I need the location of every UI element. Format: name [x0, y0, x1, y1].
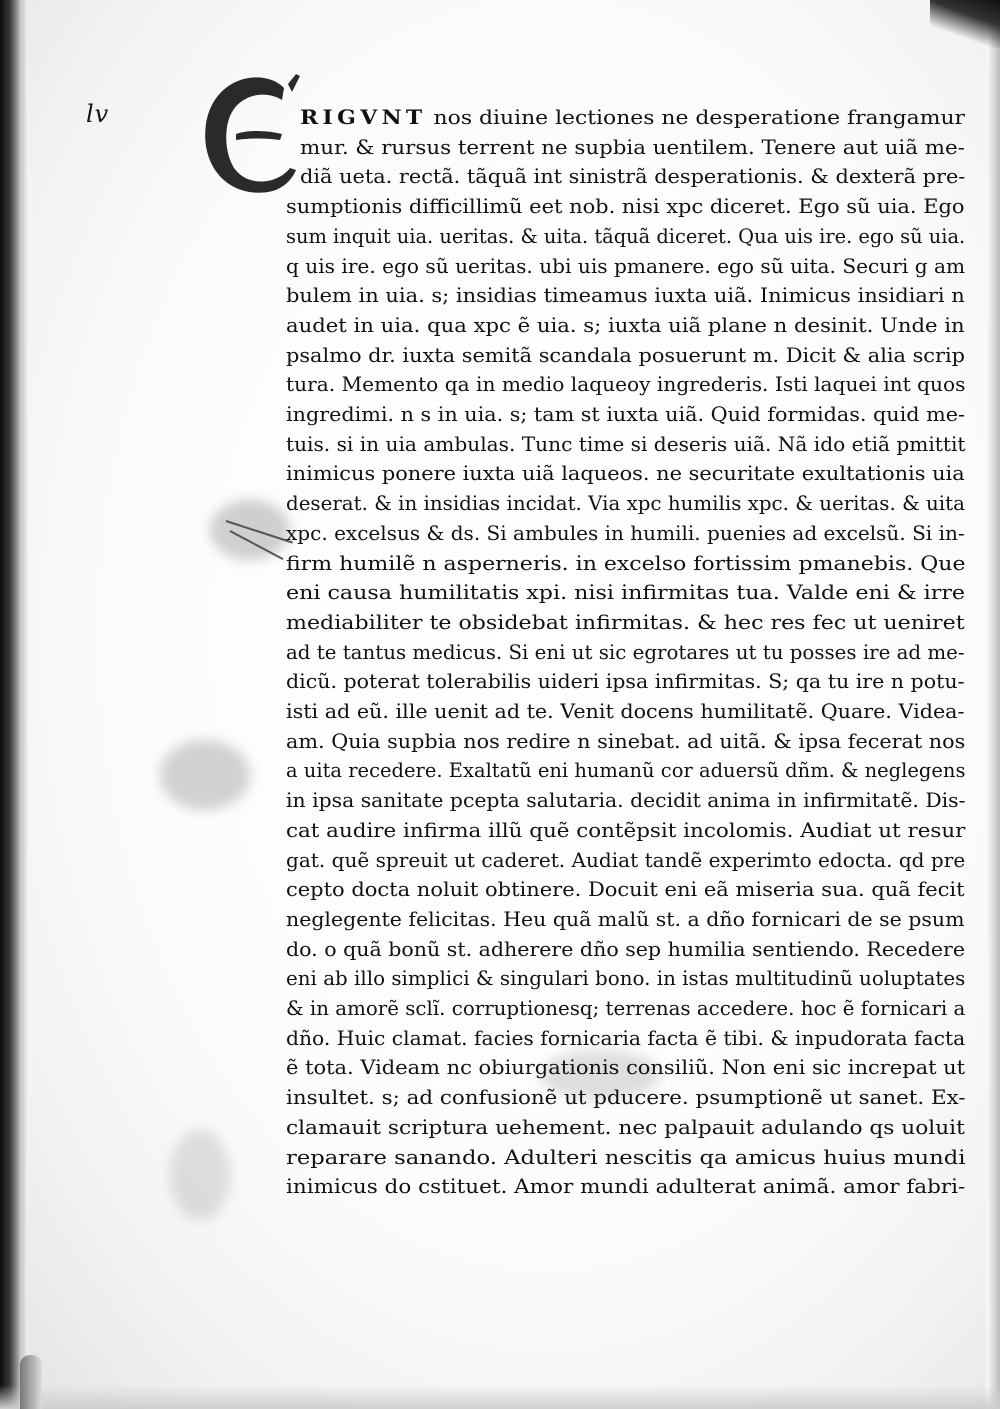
text-line [286, 696, 964, 726]
text-line [286, 1112, 965, 1142]
text-line [286, 280, 965, 310]
incipit-word: RIGVNT [300, 105, 427, 129]
text-line [286, 191, 965, 221]
text-line [286, 904, 965, 934]
line-text: q uis ire. ego sũ ueritas. ubi uis pmanere. ego sũ uita. Securi g am [286, 253, 966, 278]
text-line [286, 1171, 965, 1201]
text-line [286, 666, 965, 696]
page-edge [22, 0, 28, 1409]
text-line [286, 815, 965, 845]
text-line [286, 607, 965, 637]
text-line [286, 1142, 966, 1172]
line-text: tuis. si in uia ambulas. Tunc time si deseris uiã. Nã ido etiã pmittit [286, 431, 966, 456]
text-line [286, 726, 965, 756]
line-text: insultet. s; ad confusionẽ ut pducere. psumptionẽ ut sanet. Ex- [286, 1085, 966, 1110]
page-tab [20, 1355, 42, 1409]
text-line [286, 518, 965, 548]
line-text: psalmo dr. iuxta semitã scandala posuerunt m. Dicit & alia scrip [286, 342, 965, 367]
line-text: inimicus ponere iuxta uiã laqueos. ne securitate exultationis uia [286, 461, 965, 486]
ink-stain [170, 1130, 230, 1220]
line-text: cat audire infirma illũ quẽ contẽpsit incolomis. Audiat ut resur [286, 817, 966, 842]
binding-shadow [0, 0, 22, 1409]
line-text: clamauit scriptura uehement. nec palpauit adulando qs uoluit [286, 1114, 965, 1139]
line-text: firm humilẽ n asperneris. in excelso fortissim pmanebis. Que [286, 550, 966, 575]
text-line [286, 399, 965, 429]
text-line [286, 874, 965, 904]
line-text: in ipsa sanitate pcepta salutaria. decidit anima in infirmitatẽ. Dis- [286, 788, 966, 813]
text-line [286, 785, 965, 815]
text-line [286, 993, 965, 1023]
decorated-initial-e [196, 70, 300, 202]
line-text: deserat. & in insidias incidat. Via xpc humilis xpc. & ueritas. & uita [286, 491, 965, 516]
text-line [286, 488, 965, 518]
line-text: audet in uia. qua xpc ẽ uia. s; iuxta uiã plane n desinit. Unde in [286, 312, 965, 337]
text-line [286, 310, 965, 340]
text-line [300, 161, 965, 191]
text-line [286, 429, 965, 459]
line-text: mur. & rursus terrent ne supbia uentilem. Tenere aut uiã me- [300, 134, 965, 159]
line-text: inimicus do cstituet. Amor mundi adulterat animã. amor fabri- [286, 1174, 966, 1199]
line-text: & in amorẽ sclĩ. corruptionesq; terrenas accedere. hoc ẽ fornicari a [286, 996, 966, 1020]
page-right-edge [986, 0, 1000, 1409]
line-text: isti ad eũ. ille uenit ad te. Venit docens humilitatẽ. Quare. Videa- [286, 699, 965, 723]
line-text: dicũ. poterat tolerabilis uideri ipsa infirmitas. S; qa tu ire n potu- [286, 669, 965, 694]
line-text: reparare sanando. Adulteri nescitis qa amicus huius mundi [286, 1144, 966, 1169]
line-text: dño. Huic clamat. facies fornicaria facta ẽ tibi. & inpudorata facta [286, 1025, 966, 1050]
line-text: tura. Memento qa in medio laqueoy ingrederis. Isti laquei int quos [286, 372, 966, 397]
line-text: cepto docta noluit obtinere. Docuit eni eã miseria sua. quã fecit [286, 877, 965, 902]
text-line [286, 845, 965, 875]
line-text: sumptionis difficillimũ eet nob. nisi xpc diceret. Ego sũ uia. Ego [286, 194, 965, 219]
line-text: neglegente felicitas. Heu quã malũ st. a dño fornicari de se psum [286, 906, 965, 931]
line-text: sum inquit uia. ueritas. & uita. tãquã diceret. Qua uis ire. ego sũ uia. [286, 223, 966, 248]
corner-shadow [930, 0, 1000, 48]
text-line [286, 963, 965, 993]
line-text: bulem in uia. s; insidias timeamus iuxta uiã. Inimicus insidiari n [286, 283, 965, 308]
line-text: a uita recedere. Exaltatũ eni humanũ cor aduersũ dñm. & neglegens [286, 758, 966, 783]
line-text: diã ueta. rectã. tãquã int sinistrã desperationis. & dexterã pre- [300, 164, 966, 189]
ink-stain [160, 740, 250, 810]
line-text: am. Quia supbia nos redire n sinebat. ad uitã. & ipsa fecerat nos [286, 728, 966, 753]
text-line [286, 577, 965, 607]
text-line [286, 458, 965, 488]
line-text: ad te tantus medicus. Si eni ut sic egrotares ut tu posses ire ad me- [286, 639, 965, 664]
line-text: ingredimi. n s in uia. s; tam st iuxta uiã. Quid formidas. quid me- [286, 402, 965, 426]
text-line [286, 251, 965, 281]
line-text: xpc. excelsus & ds. Si ambules in humili. puenies ad excelsũ. Si in- [286, 520, 965, 545]
line-text: eni causa humilitatis xpi. nisi infirmitas tua. Valde eni & irre [286, 580, 966, 605]
text-line [286, 221, 965, 251]
text-line [286, 1052, 965, 1082]
text-line [286, 340, 965, 370]
text-line [286, 755, 965, 785]
line-text: eni ab illo simplici & singulari bono. in istas multitudinũ uoluptates [286, 966, 966, 991]
text-line [286, 369, 965, 399]
text-line [286, 934, 965, 964]
line-text: nos diuine lectiones ne desperatione frangamur [426, 105, 965, 129]
page-bottom-edge [0, 1385, 1000, 1409]
folio-number: lv [86, 100, 110, 128]
text-line [286, 637, 965, 667]
text-line [300, 102, 965, 132]
text-line [286, 548, 965, 578]
text-line [286, 1023, 965, 1053]
line-text: mediabiliter te obsidebat infirmitas. & hec res fec ut ueniret [286, 609, 965, 634]
text-line [300, 132, 965, 162]
line-text: gat. quẽ spreuit ut caderet. Audiat tandẽ experimto edocta. qd pre [286, 847, 966, 872]
line-text: ẽ tota. Videam nc obiurgationis consiliũ. Non eni sic increpat ut [286, 1055, 966, 1080]
text-line [286, 1082, 966, 1112]
line-text: do. o quã bonũ st. adherere dño sep humilia sentiendo. Recedere [286, 936, 965, 961]
